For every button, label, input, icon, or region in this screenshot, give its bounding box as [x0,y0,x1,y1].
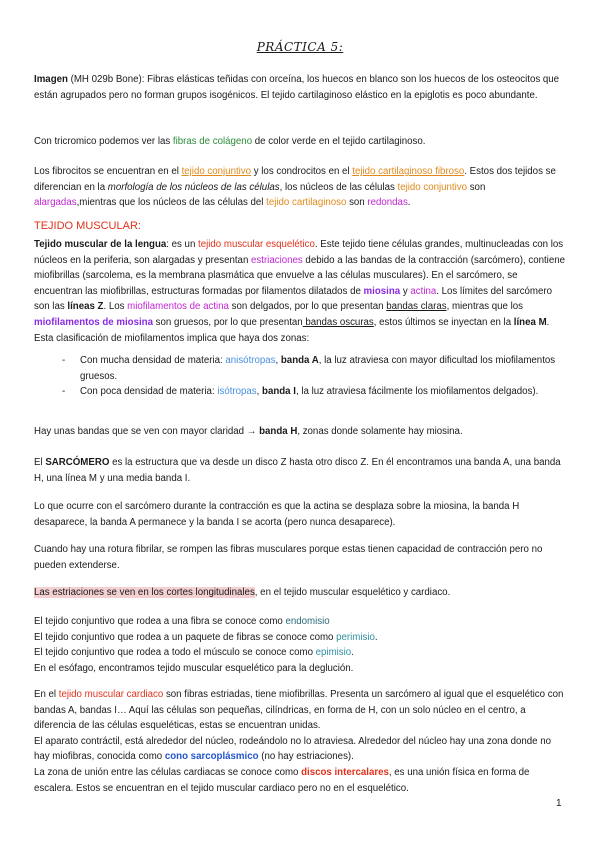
line-epimisio [34,647,354,658]
text: , es una unión física en forma de escalera. Estos se encuentran en el tejido muscular cardiaco pero no en el esquelético. [34,766,530,794]
text: El tejido conjuntivo que rodea a un paquete de fibras se conoce como [34,631,337,643]
term-endomisio: endomisio [285,616,330,627]
term-mio-actina: miofilamentos de actina [127,301,229,313]
paragraph-tricromico [34,134,568,150]
text: , la luz atraviesa con mayor dificultad los miofilamentos gruesos. [80,355,556,382]
term-mio-miosina: miofilamentos de miosina [34,316,153,328]
text: , mientras que los [446,301,524,313]
text: . [374,631,378,643]
paragraph-estriaciones [34,585,568,601]
highlight-estriaciones: Las estriaciones se ven en los cortes longitudinales [34,587,255,598]
term-anisotropas: anisótropas [225,355,276,366]
text: El [34,457,46,468]
text: Con tricromico podemos ver las [34,136,173,147]
text: , los núcleos de las células [279,181,398,193]
text: : es un [166,239,199,250]
text: , [275,355,281,366]
text: son [346,197,368,209]
term-tejido-cartilaginoso: tejido cartilaginoso [266,197,347,209]
text: El aparato contráctil, está alrededor del núcleo, rodeándolo no lo atraviesa. Alrededor del núcleo hay una zona donde no hay miofibras, conocida como [34,735,552,763]
text: son [467,181,486,193]
text: ,mientras que los núcleos de las células del [76,197,267,209]
section-heading: TEJIDO MUSCULAR: [34,220,141,232]
page-title: PRÁCTICA 5: [256,40,344,54]
zones-list [62,353,562,400]
paragraph-imagen [34,72,568,103]
text: Con poca densidad de materia: [80,386,218,398]
term-banda-i: banda I [262,386,296,398]
link-tejido-cartilaginoso-fibroso[interactable]: tejido cartilaginoso fibroso [352,166,465,177]
text: y los condrocitos en el [251,166,353,177]
paragraph-lengua [34,237,568,346]
paragraph-conjuntivo-envolturas [34,614,568,676]
imagen-label: Imagen [34,74,68,85]
term-discos-intercalares: discos intercalares [301,766,389,778]
text: , estos últimos se inyectan en la [373,316,514,328]
paragraph-sarcomero [34,455,568,486]
lengua-label: Tejido muscular de la lengua [34,239,167,250]
text: son delgados, por lo que presentan [228,301,387,313]
text: Hay unas bandas que se ven con mayor claridad → [34,426,260,437]
text: Con mucha densidad de materia: [80,355,226,366]
term-banda-h: banda H [259,426,298,437]
page-number: 1 [556,798,562,809]
term-tejido-cardiaco: tejido muscular cardiaco [58,689,164,700]
text: . Los límites del sarcómero son las [34,285,553,313]
paragraph-fibrocitos [34,164,568,211]
text: , en el tejido muscular esquelético y cardiaco. [254,587,451,598]
paragraph-banda-h [34,424,568,440]
text: de color verde en el tejido cartilaginoso. [252,136,426,147]
text: son gruesos, por lo que presentan [152,316,303,328]
term-epimisio: epimisio [315,647,352,659]
text: . Este tejido tiene células grandes, multinucleadas con los núcleos en la periferia, son alargadas y presentan [34,239,564,266]
line-esofago: En el esófago, encontramos tejido muscular esquelético para la deglución. [34,662,354,674]
text: El tejido conjuntivo que rodea a una fibra se conoce como [34,616,286,627]
term-linea-m: línea M [513,316,547,328]
term-cono-sarcoplasmico: cono sarcoplásmico [164,751,259,763]
term-lineas-z: líneas Z [67,301,104,313]
text: La zona de unión entre las células cardiacas se conoce como [34,766,302,778]
text: (no hay estriaciones). [258,751,354,763]
paragraph-rotura: Cuando hay una rotura fibrilar, se rompen las fibras musculares porque estas tienen capacidad de contracción pero no pueden extenderse. [34,544,543,571]
term-banda-a: banda A [280,355,319,366]
text: , [256,386,263,398]
text: , la luz atraviesa fácilmente los miofilamentos delgados). [295,386,539,398]
paragraph-contraccion: Lo que ocurre con el sarcómero durante la contracción es que la actina se desplaza sobre la miosina, la banda H desaparece, la banda A permanece y la banda I se acorta (pero nunca desaparece). [34,501,520,528]
text: . Esta clasificación de miofilamentos implica que haya dos zonas: [34,316,550,344]
term-morfologia: morfología de los núcleos de las células [107,181,280,193]
text: En el [34,689,59,700]
term-sarcomero: SARCÓMERO [45,457,110,468]
text: . Los [103,301,128,313]
text: Los fibrocitos se encuentran en el [34,166,182,177]
term-miosina: miosina [363,285,401,297]
text: debido a las bandas de la contracción (sarcómero), contiene miofibrillas (sarcolema, es la membrana plasmática que envuelve a las células musculares). En el sarcómero, se encuentran las miofibrillas, estructuras formadas por filamentos dilatados de [34,254,565,297]
text: y [400,285,411,297]
link-tejido-conjuntivo[interactable]: tejido conjuntivo [181,166,252,177]
paragraph-cardiaco [34,687,568,796]
line-perimisio [34,632,378,643]
term-alargadas: alargadas [34,197,77,209]
text: . [407,197,411,209]
term-tejido-conjuntivo: tejido conjuntivo [397,181,468,193]
term-redondas: redondas [367,197,408,209]
list-item [62,353,562,384]
term-fibras-colageno: fibras de colágeno [172,136,253,147]
list-item [62,384,562,400]
term-actina: actina [410,285,437,297]
term-isotropas: isótropas [217,386,257,398]
term-estriaciones: estriaciones [251,254,303,266]
text: . [351,647,354,659]
text: son fibras estriadas, tiene miofibrillas. Presenta un sarcómero al igual que el esquelético con bandas A, bandas I… Aquí las células son pequeñas, cilíndricas, en forma de H, con un solo núcleo en el centro, a diferencia de las células esqueléticas, estas se encuentran unidas. [34,689,564,732]
term-bandas-claras: bandas claras [386,301,447,313]
line-endomisio [34,616,330,627]
text: es la estructura que va desde un disco Z hasta otro disco Z. En él encontramos una banda A, una banda H, una línea M y una media banda I. [34,457,561,484]
text: . Estos dos tejidos se diferencian en la [34,166,556,193]
term-esqueletico: tejido muscular esquelético [198,239,315,250]
imagen-text: (MH 029b Bone): Fibras elásticas teñidas con orceína, los huecos en blanco son los huecos de los osteocitos que están agrupados pero no forman grupos isogénicos. El tejido cartilaginoso elástico en la epiglotis es poco abundante. [34,74,560,101]
term-perimisio: perimisio [336,631,375,643]
term-bandas-oscuras: bandas oscuras [302,316,374,328]
text: , zonas donde solamente hay miosina. [297,426,463,437]
text: El tejido conjuntivo que rodea a todo el músculo se conoce como [34,647,316,659]
